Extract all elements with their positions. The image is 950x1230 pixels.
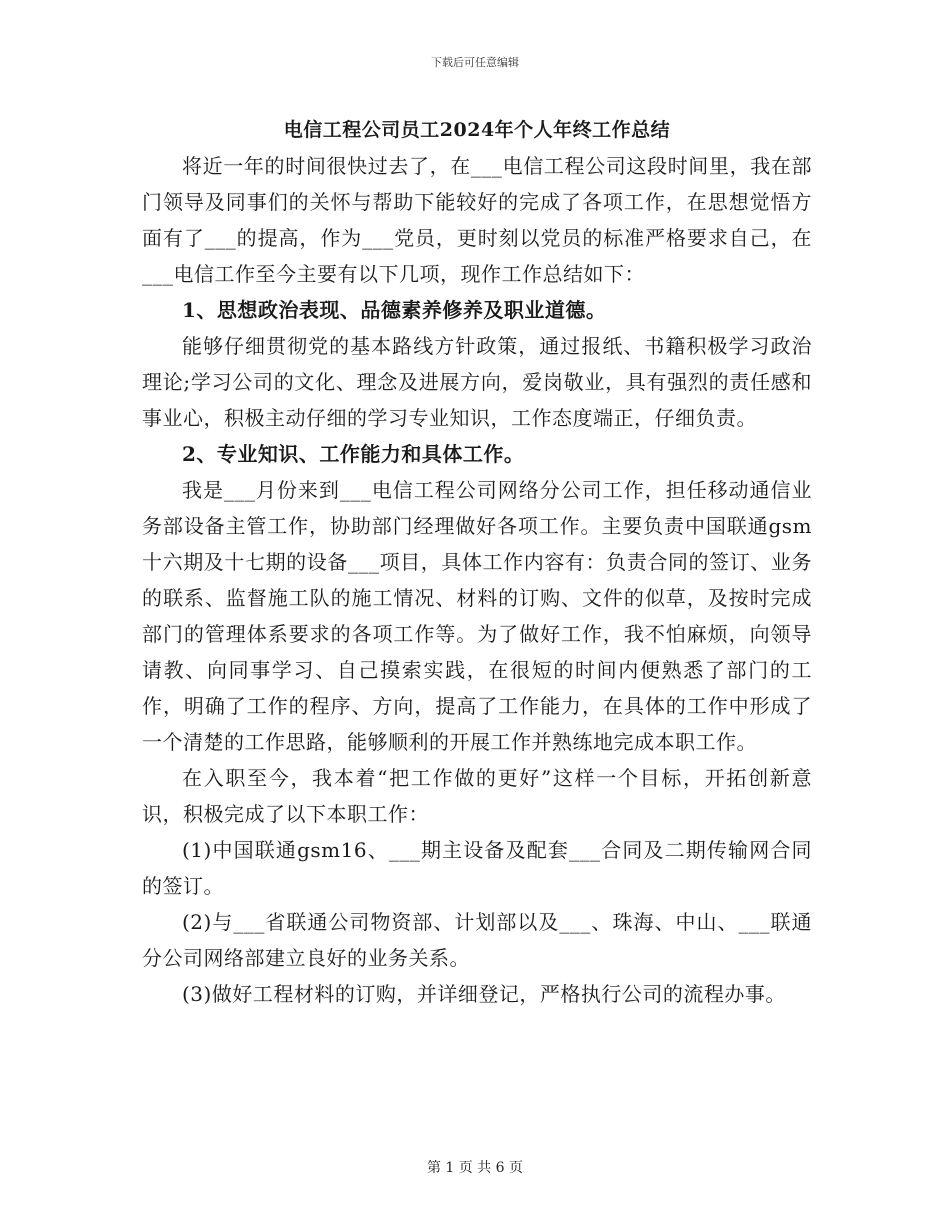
page-footer: 第 1 页 共 6 页 — [426, 1160, 524, 1176]
document-title: 电信工程公司员工2024年个人年终工作总结 — [283, 119, 671, 141]
paragraph-section-1: 能够仔细贯彻党的基本路线方针政策，通过报纸、书籍积极学习政治理论;学习公司的文化、理念及进展方向，爱岗敬业，具有强烈的责任感和事业心，积极主动仔细的学习专业知识，工作态度端正，仔细负责。 — [142, 334, 812, 430]
paragraph-intro: 将近一年的时间很快过去了，在___电信工程公司这段时间里，我在部门领导及同事们的关怀与帮助下能较好的完成了各项工作，在思想觉悟方面有了___的提高，作为___党员，更时刻以党员的标准严格要求自己，在___电信工作至今主要有以下几项，现作工作总结如下： — [142, 154, 812, 286]
section-heading-1: 1、思想政治表现、品德素养修养及职业道德。 — [182, 298, 607, 322]
paragraph-duties-intro: 在入职至今，我本着“把工作做的更好”这样一个目标，开拓创新意识，积极完成了以下本职工作： — [142, 766, 812, 826]
list-item-2: (2)与___省联通公司物资部、计划部以及___、珠海、中山、___联通分公司网络部建立良好的业务关系。 — [142, 910, 812, 970]
section-heading-2: 2、专业知识、工作能力和具体工作。 — [182, 442, 525, 466]
document-body — [142, 112, 812, 1012]
header-note: 下载后可任意编辑 — [431, 56, 519, 69]
paragraph-section-2: 我是___月份来到___电信工程公司网络分公司工作，担任移动通信业务部设备主管工作，协助部门经理做好各项工作。主要负责中国联通gsm十六期及十七期的设备___项目，具体工作内容有：负责合同的签订、业务的联系、监督施工队的施工情况、材料的订购、文件的似草，及按时完成部门的管理体系要求的各项工作等。为了做好工作，我不怕麻烦，向领导请教、向同事学习、自己摸索实践，在很短的时间内便熟悉了部门的工作，明确了工作的程序、方向，提高了工作能力，在具体的工作中形成了一个清楚的工作思路，能够顺利的开展工作并熟练地完成本职工作。 — [142, 478, 812, 754]
list-item-1: (1)中国联通gsm16、___期主设备及配套___合同及二期传输网合同的签订。 — [142, 838, 812, 898]
list-item-3: (3)做好工程材料的订购，并详细登记，严格执行公司的流程办事。 — [182, 982, 786, 1006]
